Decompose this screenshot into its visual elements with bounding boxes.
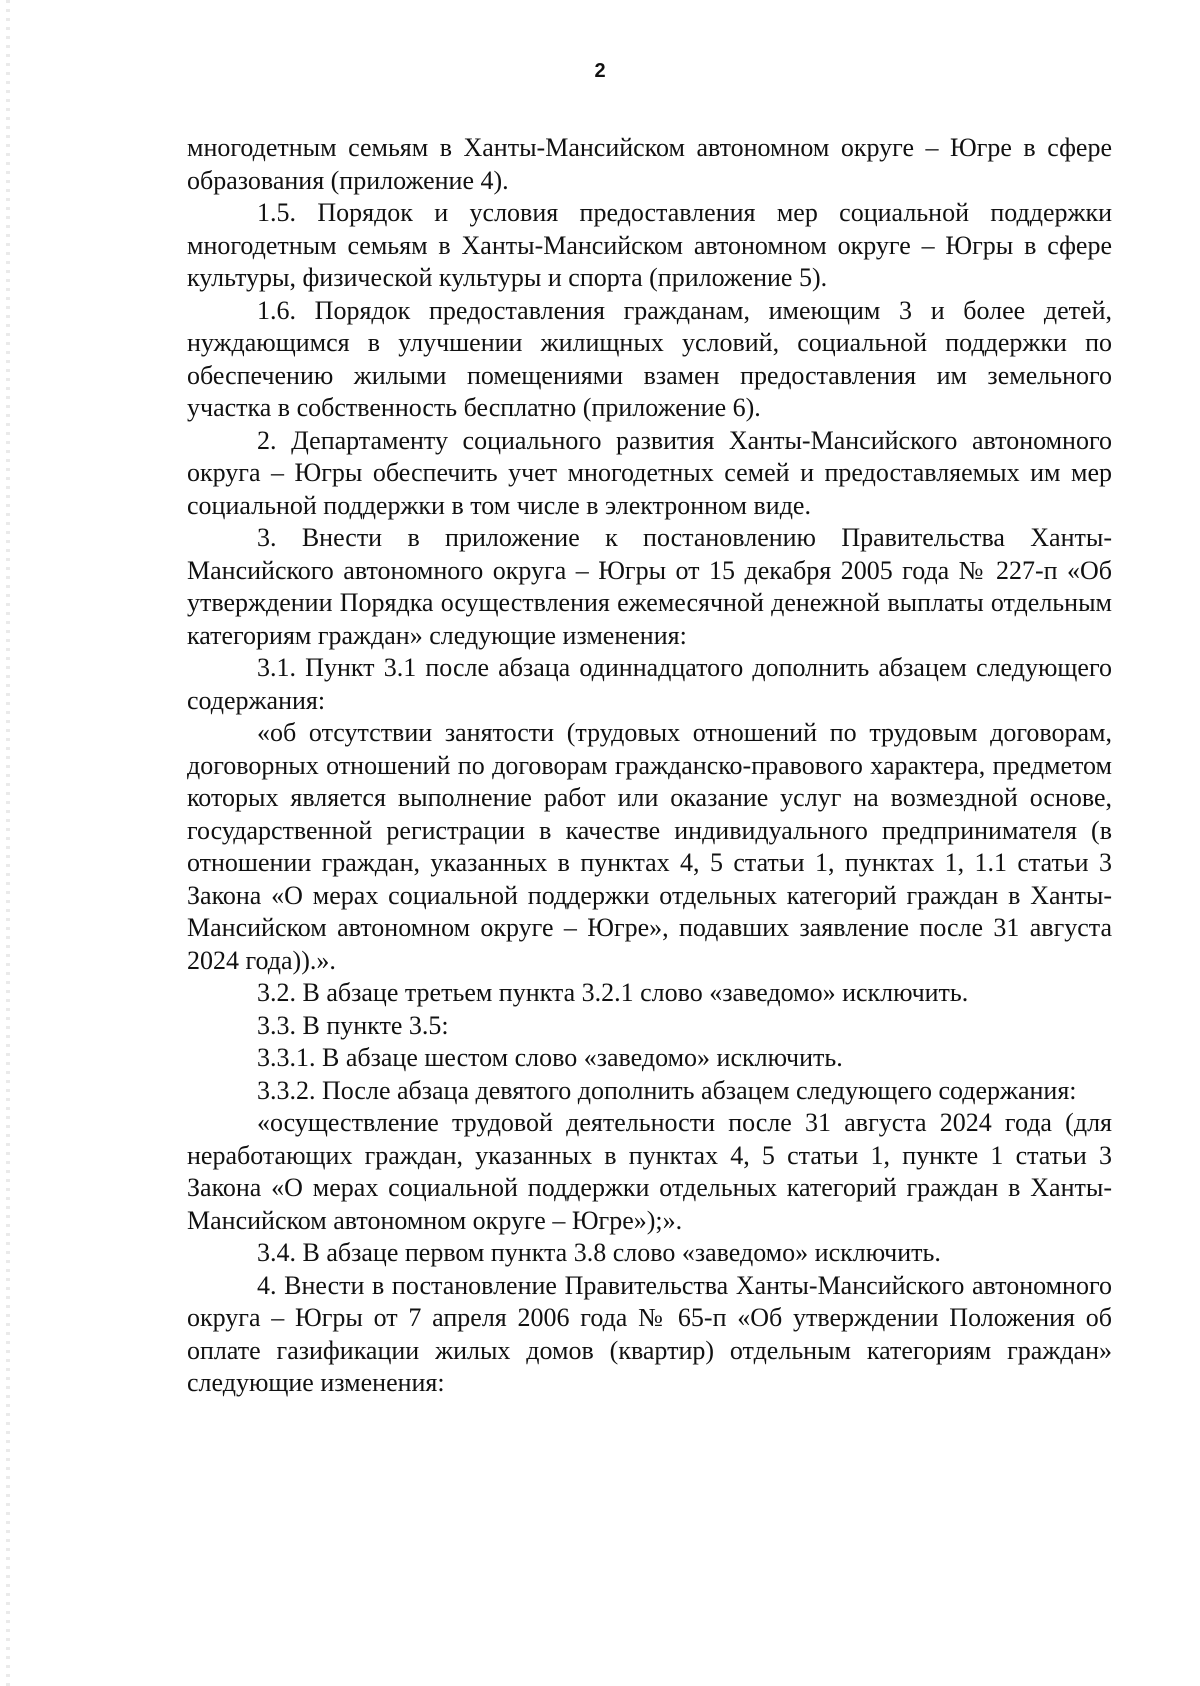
paragraph-1-6: 1.6. Порядок предоставления гражданам, имеющим 3 и более детей, нуждающимся в улучшении жилищных условий, социальной поддержки по обеспечению жилыми помещениями взамен предоставления им земельного участка в собственность бесплатно (приложение 6).	[187, 295, 1112, 422]
paragraph-3-1-quote: «об отсутствии занятости (трудовых отношений по трудовым договорам, договорных отношений по договорам гражданско-правового характера, предметом которых является выполнение работ или оказание услуг на возмездной основе, государственной регистрации в качестве индивидуального предпринимателя (в отношении граждан, указанных в пунктах 4, 5 статьи 1, пунктах 1, 1.1 статьи 3 Закона «О мерах социальной поддержки отдельных категорий граждан в Ханты-Мансийском автономном округе – Югре», подавших заявление после 31 августа 2024 года)).».	[187, 718, 1112, 975]
scan-edge-artifact	[6, 0, 10, 1686]
page-number: 2	[594, 60, 606, 82]
paragraph-3: 3. Внести в приложение к постановлению Правительства Ханты-Мансийского автономного округа – Югры от 15 декабря 2005 года № 227-п «Об утверждении Порядка осуществления ежемесячной денежной выплаты отдельным категориям граждан» следующие изменения:	[187, 523, 1112, 650]
paragraph-3-3-2-quote: «осуществление трудовой деятельности после 31 августа 2024 года (для неработающих граждан, указанных в пунктах 4, 5 статьи 1, пункте 1 статьи 3 Закона «О мерах социальной поддержки отдельных категорий граждан в Ханты-Мансийском автономном округе – Югре»);».	[187, 1108, 1112, 1235]
paragraph-3-4: 3.4. В абзаце первом пункта 3.8 слово «заведомо» исключить.	[257, 1238, 941, 1267]
paragraph-3-3-1: 3.3.1. В абзаце шестом слово «заведомо» исключить.	[257, 1043, 843, 1072]
paragraph-3-3-2: 3.3.2. После абзаца девятого дополнить абзацем следующего содержания:	[257, 1075, 1077, 1105]
document-body	[187, 132, 1112, 1400]
paragraph-3-1: 3.1. Пункт 3.1 после абзаца одиннадцатого дополнить абзацем следующего содержания:	[187, 653, 1112, 715]
paragraph-continuation-4: многодетным семьям в Ханты-Мансийском автономном округе – Югре в сфере образования (приложение 4).	[187, 133, 1112, 195]
paragraph-3-3: 3.3. В пункте 3.5:	[257, 1010, 449, 1040]
paragraph-4: 4. Внести в постановление Правительства Ханты-Мансийского автономного округа – Югры от 7 апреля 2006 года № 65-п «Об утверждении Положения об оплате газификации жилых домов (квартир) отдельным категориям граждан» следующие изменения:	[187, 1270, 1112, 1397]
paragraph-2: 2. Департаменту социального развития Ханты-Мансийского автономного округа – Югры обеспечить учет многодетных семей и предоставляемых им мер социальной поддержки в том числе в электронном виде.	[187, 425, 1112, 520]
paragraph-3-2: 3.2. В абзаце третьем пункта 3.2.1 слово «заведомо» исключить.	[257, 978, 969, 1007]
paragraph-1-5: 1.5. Порядок и условия предоставления мер социальной поддержки многодетным семьям в Ханты-Мансийском автономном округе – Югры в сфере культуры, физической культуры и спорта (приложение 5).	[187, 198, 1112, 292]
